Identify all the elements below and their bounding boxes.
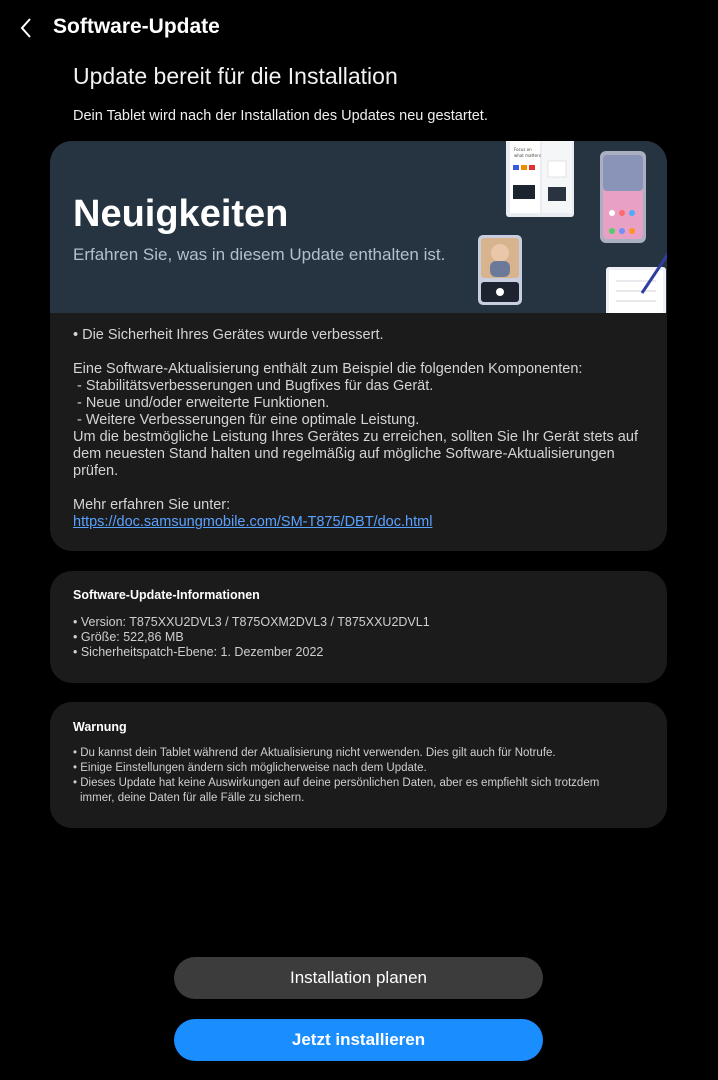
news-item: - Neue und/oder erweiterte Funktionen. xyxy=(73,395,330,411)
news-item: - Stabilitätsverbesserungen und Bugfixes für das Gerät. xyxy=(73,378,434,394)
news-text xyxy=(73,327,648,531)
news-banner xyxy=(50,141,667,313)
schedule-installation-button[interactable]: Installation planen xyxy=(174,957,543,999)
tablet-pen-illustration xyxy=(606,251,667,313)
banner-subtitle: Erfahren Sie, was in diesem Update enthalten ist. xyxy=(73,245,446,264)
news-item: - Weitere Verbesserungen für eine optimale Leistung. xyxy=(73,412,420,428)
page-title: Software-Update xyxy=(53,15,220,38)
more-info-label: Mehr erfahren Sie unter: xyxy=(73,497,231,513)
size-item: • Größe: 522,86 MB xyxy=(73,630,184,644)
devices-illustration xyxy=(470,141,667,313)
update-info-title: Software-Update-Informationen xyxy=(73,588,260,602)
update-subtitle: Dein Tablet wird nach der Installation des Updates neu gestartet. xyxy=(73,108,488,124)
warning-item: • Dieses Update hat keine Auswirkungen auf deine persönlichen Daten, aber es empfiehlt sich trotzdem xyxy=(73,777,600,789)
news-intro: Eine Software-Aktualisierung enthält zum Beispiel die folgenden Komponenten: xyxy=(73,361,583,377)
news-advice: prüfen. xyxy=(73,463,119,479)
warning-list xyxy=(73,746,653,806)
back-button[interactable] xyxy=(10,10,42,46)
phone-illustration xyxy=(600,151,646,243)
app-bar xyxy=(0,0,718,56)
update-info-list xyxy=(73,615,653,660)
warning-card xyxy=(50,702,667,828)
install-now-button[interactable]: Jetzt installieren xyxy=(174,1019,543,1061)
news-card xyxy=(50,141,667,551)
warning-item: immer, deine Daten für alle Fälle zu sichern. xyxy=(80,792,305,804)
tablet-illustration xyxy=(506,141,574,217)
update-info-card xyxy=(50,571,667,683)
news-advice: Um die bestmögliche Leistung Ihres Gerätes zu erreichen, sollten Sie Ihr Gerät stets auf xyxy=(73,429,638,445)
version-item: • Version: T875XXU2DVL3 / T875OXM2DVL3 / T875XXU2DVL1 xyxy=(73,615,430,629)
news-advice: dem neuesten Stand halten und regelmäßig auf mögliche Software-Aktualisierungen xyxy=(73,446,615,462)
svg-text:Focus on: Focus on xyxy=(514,147,532,152)
flip-phone-illustration xyxy=(478,235,522,305)
more-info-link[interactable]: https://doc.samsungmobile.com/SM-T875/DBT/doc.html xyxy=(73,514,433,530)
banner-title: Neuigkeiten xyxy=(73,193,289,235)
svg-text:what matters: what matters xyxy=(514,153,541,158)
warning-item: • Du kannst dein Tablet während der Aktualisierung nicht verwenden. Dies gilt auch für Notrufe. xyxy=(73,747,556,759)
news-bullet: • Die Sicherheit Ihres Gerätes wurde verbessert. xyxy=(73,327,384,343)
chevron-left-icon xyxy=(18,17,34,39)
security-patch-item: • Sicherheitspatch-Ebene: 1. Dezember 2022 xyxy=(73,645,324,659)
update-headline: Update bereit für die Installation xyxy=(73,63,398,89)
warning-item: • Einige Einstellungen ändern sich möglicherweise nach dem Update. xyxy=(73,762,427,774)
warning-title: Warnung xyxy=(73,720,127,734)
